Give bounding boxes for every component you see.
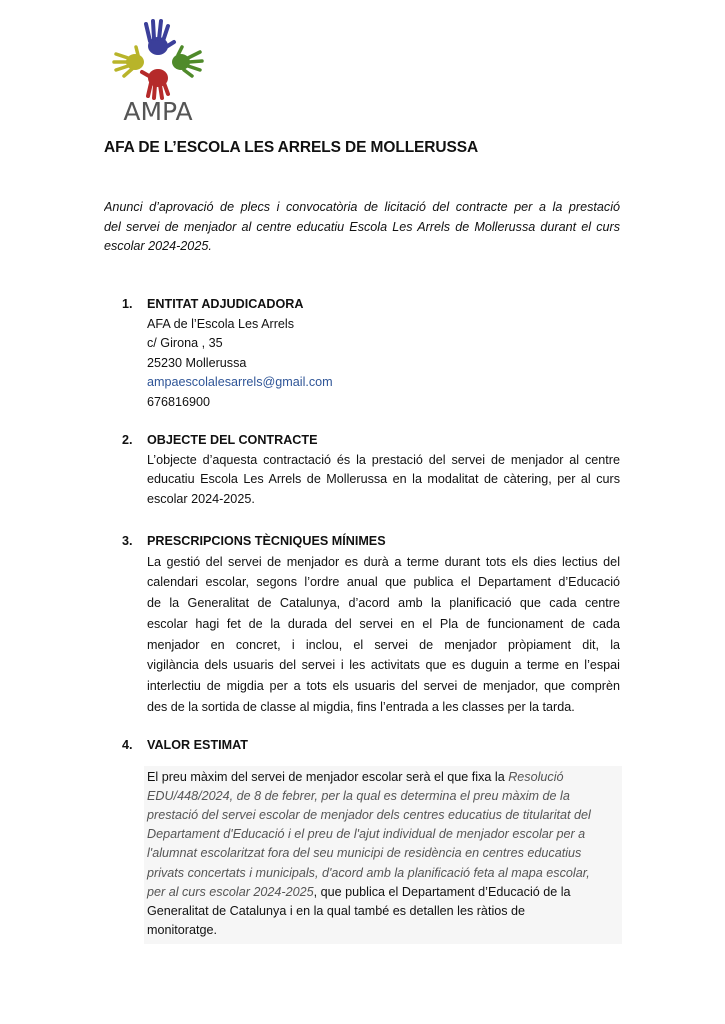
resolution-citation: per al curs escolar 2024-2025 <box>147 884 314 899</box>
section-number: 1. <box>122 297 133 311</box>
section-heading: VALOR ESTIMAT <box>147 738 248 752</box>
hand-blue-icon <box>146 21 174 55</box>
address-line: AFA de l’Escola Les Arrels <box>147 316 294 331</box>
text-line <box>147 883 622 902</box>
resolution-citation: l'alumnat escolaritzat fora del seu municipi de residència en centres educatius <box>147 846 582 861</box>
resolution-citation: privats concertats i municipals, d'acord amb la planificació feta al mapa escolar, <box>147 865 590 880</box>
section-entitat <box>122 295 622 412</box>
text-line <box>147 825 622 844</box>
section-objecte <box>122 431 622 509</box>
text-line <box>147 768 622 787</box>
hand-red-icon <box>142 69 168 98</box>
section-heading: OBJECTE DEL CONTRACTE <box>147 433 318 447</box>
text-segment: monitoratge. <box>147 923 218 938</box>
section-number: 2. <box>122 433 133 447</box>
text-line: escolar 2024-2025. <box>147 491 255 506</box>
ampa-logo <box>108 16 208 126</box>
text-line: educatiu Escola Les Arrels de Mollerussa en la modalitat de càtering, per al curs <box>147 472 620 486</box>
text-line <box>147 844 622 863</box>
section-number: 3. <box>122 534 133 548</box>
address-line: 25230 Mollerussa <box>147 355 247 370</box>
intro-paragraph <box>104 198 620 257</box>
resolution-citation: EDU/448/2024, de 8 de febrer, per la qual es determina el preu màxim de la <box>147 788 570 803</box>
text-segment: , que publica el Departament d’Educació de la <box>313 884 571 899</box>
intro-line: Anunci d’aprovació de plecs i convocatòria de licitació del contracte per a la prestació <box>104 200 620 214</box>
resolution-citation: Departament d'Educació i el preu de l'ajut individual de menjador escolar per a <box>147 827 586 842</box>
email-link[interactable]: ampaescolalesarrels@gmail.com <box>147 375 333 389</box>
text-line: menjador en concret, i inclou, el servei de menjador pròpiament dit, la <box>147 637 620 652</box>
page-title: AFA DE L’ESCOLA LES ARRELS DE MOLLERUSSA <box>104 139 479 156</box>
intro-line: escolar 2024-2025. <box>104 239 212 254</box>
address-line: c/ Girona , 35 <box>147 336 223 350</box>
text-line: de la Generalitat de Catalunya, d’acord amb la planificació que cada centre <box>147 596 620 611</box>
text-line: L’objecte d’aquesta contractació és la prestació del servei de menjador al centre <box>147 452 620 467</box>
text-line: calendari escolar, segons l’ordre anual que publica el Departament d’Educació <box>147 575 620 590</box>
section-valor <box>122 736 622 944</box>
intro-line: del servei de menjador al centre educatiu Escola Les Arrels de Mollerussa durant el curs <box>104 219 620 234</box>
section-heading: ENTITAT ADJUDICADORA <box>147 297 304 311</box>
text-line <box>147 902 622 921</box>
text-line: des de la sortida de classe al migdia, fins l’entrada a les classes per la tarda. <box>147 700 575 715</box>
section-heading: PRESCRIPCIONS TÈCNIQUES MÍNIMES <box>147 534 386 548</box>
text-line <box>147 864 622 883</box>
resolution-citation: Resolució <box>508 769 564 784</box>
section-prescripcions <box>122 532 622 718</box>
hand-green-icon <box>172 47 202 76</box>
text-segment: El preu màxim del servei de menjador escolar serà el que fixa la <box>147 769 509 784</box>
text-line: interlectiu de migdia per a tots els usuaris del servei de menjador, que comprèn <box>147 679 620 694</box>
text-line <box>147 806 622 825</box>
text-line <box>147 787 622 806</box>
section-number: 4. <box>122 738 133 752</box>
hand-yellow-icon <box>114 47 144 76</box>
text-segment: Generalitat de Catalunya i en la qual també es detallen les ràtios de <box>147 903 526 918</box>
text-line: La gestió del servei de menjador es durà a terme durant tots els dies lectius del <box>147 554 620 569</box>
valor-text-box <box>144 766 622 945</box>
logo-text: AMPA <box>123 97 193 126</box>
resolution-citation: prestació del servei escolar de menjador dels centres educatius de titularitat del <box>147 807 591 822</box>
phone-number: 676816900 <box>147 394 211 409</box>
text-line <box>147 921 622 940</box>
text-line: escolar hagi fet de la durada del servei en el Pla de funcionament de cada <box>147 616 620 631</box>
text-line: vigilància dels usuaris del servei i les activitats que es duguin a terme en l’espai <box>147 658 620 673</box>
